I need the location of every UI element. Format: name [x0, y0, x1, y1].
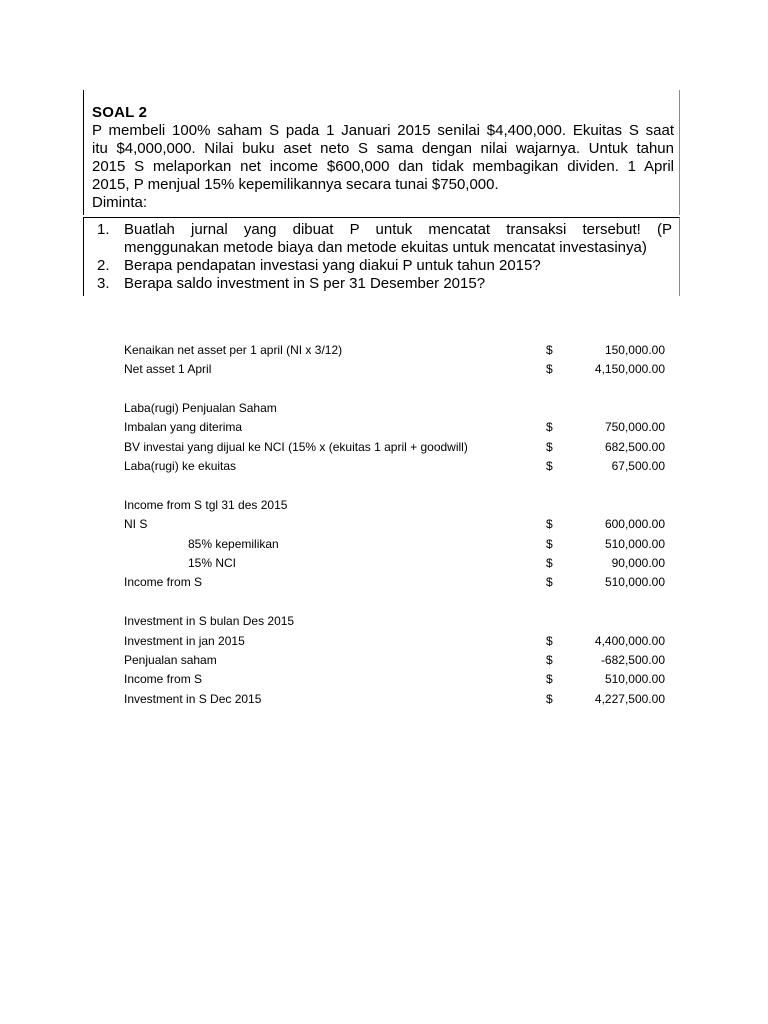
- row-amount: 150,000.00: [604, 343, 665, 357]
- currency-symbol: $: [546, 672, 553, 686]
- currency-symbol: $: [546, 556, 553, 570]
- row-label: BV investai yang dijual ke NCI (15% x (ekuitas 1 april + goodwill): [124, 440, 468, 454]
- currency-symbol: $: [546, 362, 553, 376]
- question-number: 3.: [97, 275, 110, 292]
- problem-line: itu $4,000,000. Nilai buku aset neto S sama dengan nilai wajarnya. Untuk tahun: [92, 140, 674, 157]
- currency-symbol: $: [546, 517, 553, 531]
- question-text: Berapa pendapatan investasi yang diakui P untuk tahun 2015?: [124, 257, 541, 274]
- row-amount: 510,000.00: [604, 672, 665, 686]
- row-amount: 90,000.00: [611, 556, 665, 570]
- row-amount: -682,500.00: [600, 653, 665, 667]
- calc-row: [0, 554, 768, 573]
- row-amount: 4,400,000.00: [594, 634, 665, 648]
- income-heading: Income from S tgl 31 des 2015: [124, 498, 288, 512]
- calc-row: [0, 690, 768, 709]
- calc-row: [0, 670, 768, 689]
- row-label: Income from S: [124, 672, 203, 686]
- currency-symbol: $: [546, 420, 553, 434]
- currency-symbol: $: [546, 692, 553, 706]
- currency-symbol: $: [546, 343, 553, 357]
- calc-row: [0, 535, 768, 554]
- row-label: 85% kepemilikan: [188, 537, 279, 551]
- section-heading: [0, 612, 768, 631]
- currency-symbol: $: [546, 653, 553, 667]
- row-amount: 600,000.00: [604, 517, 665, 531]
- row-amount: 4,227,500.00: [594, 692, 665, 706]
- currency-symbol: $: [546, 537, 553, 551]
- gain-loss-heading: Laba(rugi) Penjualan Saham: [124, 401, 277, 415]
- row-label: Income from S: [124, 575, 203, 589]
- investment-heading: Investment in S bulan Des 2015: [124, 614, 295, 628]
- currency-symbol: $: [546, 575, 553, 589]
- calc-row: [0, 360, 768, 379]
- calc-row: [0, 632, 768, 651]
- calc-row: [0, 438, 768, 457]
- problem-line: 2015, P menjual 15% kepemilikannya secara tunai $750,000.: [92, 176, 499, 193]
- section-heading: [0, 399, 768, 418]
- problem-title: SOAL 2: [92, 104, 148, 121]
- section-heading: [0, 496, 768, 515]
- row-amount: 510,000.00: [604, 575, 665, 589]
- question-text: Buatlah jurnal yang dibuat P untuk mencatat transaksi tersebut! (P: [124, 221, 672, 238]
- row-label: Investment in S Dec 2015: [124, 692, 262, 706]
- calc-row: [0, 651, 768, 670]
- row-label: NI S: [124, 517, 148, 531]
- question-text: Berapa saldo investment in S per 31 Desember 2015?: [124, 275, 486, 292]
- calc-row: [0, 418, 768, 437]
- calc-row: [0, 457, 768, 476]
- row-amount: 4,150,000.00: [594, 362, 665, 376]
- problem-line: 2015 S melaporkan net income $600,000 dan tidak membagikan dividen. 1 April: [92, 158, 674, 175]
- question-number: 1.: [97, 221, 110, 238]
- row-label: Penjualan saham: [124, 653, 217, 667]
- row-label: Laba(rugi) ke ekuitas: [124, 459, 237, 473]
- row-label: Imbalan yang diterima: [124, 420, 243, 434]
- problem-line: Diminta:: [92, 194, 148, 211]
- currency-symbol: $: [546, 440, 553, 454]
- question-number: 2.: [97, 257, 110, 274]
- row-amount: 510,000.00: [604, 537, 665, 551]
- row-label: Investment in jan 2015: [124, 634, 245, 648]
- row-label: Kenaikan net asset per 1 april (NI x 3/12): [124, 343, 343, 357]
- row-amount: 750,000.00: [604, 420, 665, 434]
- calc-row: [0, 341, 768, 360]
- currency-symbol: $: [546, 459, 553, 473]
- question-text: menggunakan metode biaya dan metode ekuitas untuk mencatat investasinya): [124, 239, 647, 256]
- calc-row: [0, 573, 768, 592]
- problem-line: P membeli 100% saham S pada 1 Januari 2015 senilai $4,400,000. Ekuitas S saat: [92, 122, 674, 139]
- row-amount: 682,500.00: [604, 440, 665, 454]
- row-label: 15% NCI: [188, 556, 237, 570]
- currency-symbol: $: [546, 634, 553, 648]
- row-label: Net asset 1 April: [124, 362, 212, 376]
- row-amount: 67,500.00: [611, 459, 665, 473]
- calc-row: [0, 515, 768, 534]
